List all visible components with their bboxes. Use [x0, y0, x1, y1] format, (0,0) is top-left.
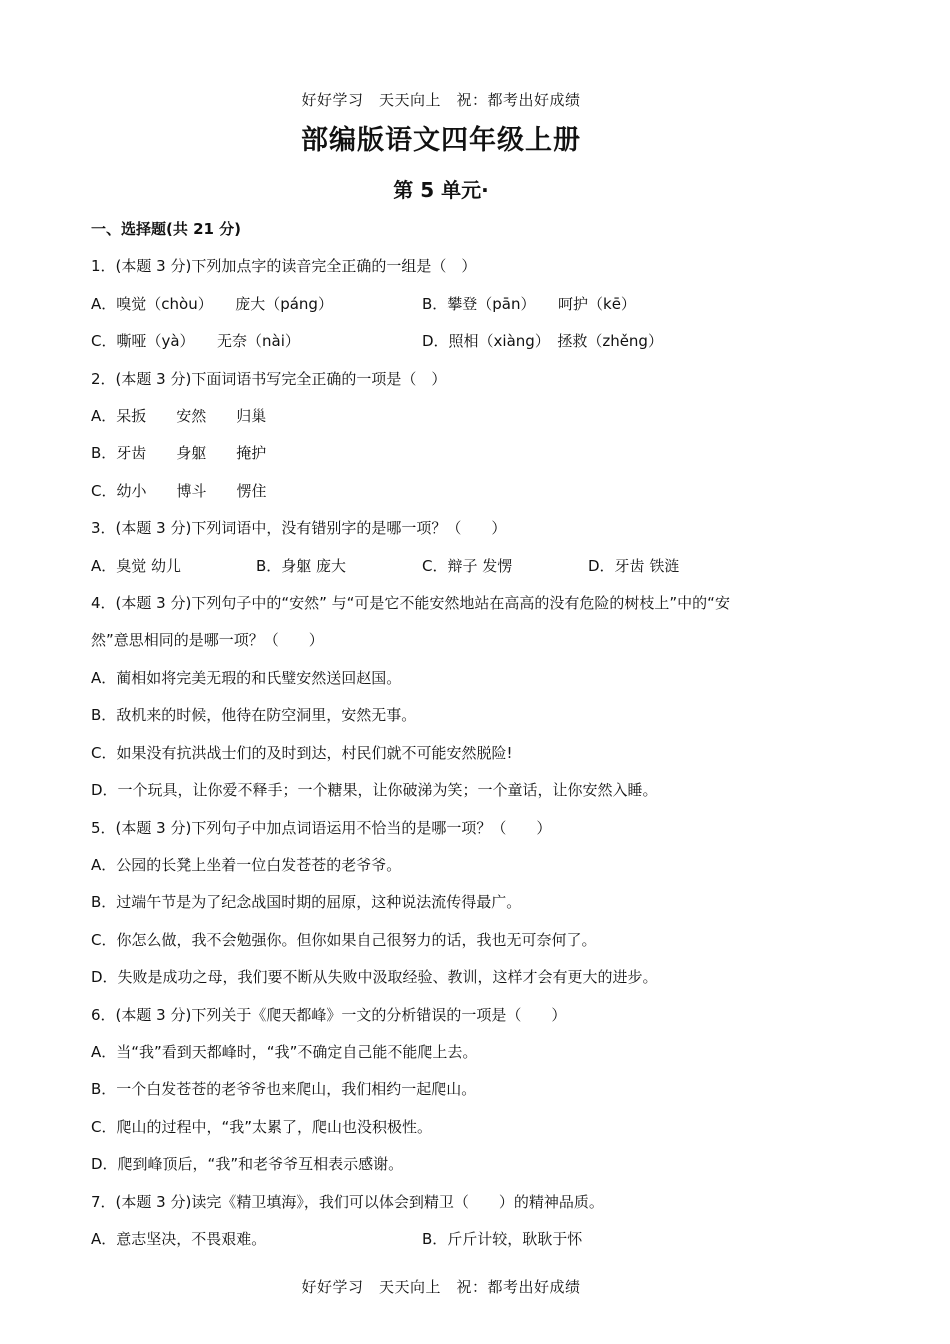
- document-title: 部编版语文四年级上册: [301, 125, 581, 156]
- q4-option-c: C．如果没有抗洪战士们的及时到达，村民们就不可能安然脱险!: [91, 743, 513, 762]
- q3-option-c: C．辩子 发愣: [422, 556, 513, 575]
- q6-option-d: D．爬到峰顶后，“我”和老爷爷互相表示感谢。: [91, 1155, 404, 1174]
- q5-option-a: A．公园的长凳上坐着一位白发苍苍的老爷爷。: [91, 855, 402, 874]
- q1-option-a: A．嗅觉（chòu） 庞大（páng）: [91, 294, 333, 313]
- q6-stem: 6．(本题 3 分)下列关于《爬天都峰》一文的分析错误的一项是（ ）: [91, 1005, 567, 1024]
- q6-option-b: B．一个白发苍苍的老爷爷也来爬山，我们相约一起爬山。: [91, 1080, 477, 1099]
- q1-option-b: B．攀登（pān） 呵护（kē）: [422, 294, 636, 313]
- q3-option-b: B．身躯 庞大: [256, 556, 347, 575]
- q4-option-d: D．一个玩具，让你爱不释手；一个糖果，让你破涕为笑；一个童话，让你安然入睡。: [91, 781, 658, 800]
- q2-option-c: C．幼小 博斗 愣住: [91, 481, 267, 500]
- q1-option-d: D．照相（xiàng） 拯救（zhěng）: [422, 332, 663, 351]
- q1-options-row-2: [91, 323, 811, 360]
- q3-options-row: [91, 548, 811, 585]
- q2-option-b: B．牙齿 身躯 掩护: [91, 444, 267, 463]
- q4-option-a: A．蔺相如将完美无瑕的和氏璧安然送回赵国。: [91, 668, 402, 687]
- q7-option-b: B．斤斤计较，耿耿于怀: [422, 1229, 583, 1248]
- unit-heading: 第 5 单元·: [393, 178, 489, 202]
- page-footer: 好好学习 天天向上 祝：都考出好成绩: [301, 1278, 581, 1296]
- q2-option-a: A．呆扳 安然 归巢: [91, 407, 267, 426]
- q1-options-row-1: [91, 286, 811, 323]
- section-heading: 一、选择题(共 21 分): [91, 220, 242, 238]
- q7-option-a: A．意志坚决，不畏艰难。: [91, 1229, 267, 1248]
- q3-option-d: D．牙齿 铁涟: [588, 556, 680, 575]
- q4-option-b: B．敌机来的时候，他待在防空洞里，安然无事。: [91, 706, 417, 725]
- q7-stem: 7．(本题 3 分)读完《精卫填海》，我们可以体会到精卫（ ）的精神品质。: [91, 1192, 604, 1211]
- q3-option-a: A．臭觉 幼儿: [91, 556, 182, 575]
- q6-option-a: A．当“我”看到天都峰时，“我”不确定自己能不能爬上去。: [91, 1042, 478, 1061]
- question-list: [91, 211, 811, 1258]
- q6-option-c: C．爬山的过程中，“我”太累了，爬山也没积极性。: [91, 1117, 433, 1136]
- q4-stem-line-1: 4．(本题 3 分)下列句子中的“安然” 与“可是它不能安然地站在高高的没有危险的树枝上”中的“安: [91, 594, 730, 613]
- q1-stem: 1．(本题 3 分)下列加点字的读音完全正确的一组是（ ）: [91, 257, 477, 276]
- q5-stem: 5．(本题 3 分)下列句子中加点词语运用不恰当的是哪一项？（ ）: [91, 818, 552, 837]
- q1-option-c: C．嘶哑（yà） 无奈（nài）: [91, 332, 300, 351]
- page-header: 好好学习 天天向上 祝：都考出好成绩: [301, 91, 581, 109]
- q3-stem: 3．(本题 3 分)下列词语中，没有错别字的是哪一项？（ ）: [91, 519, 507, 538]
- q5-option-b: B．过端午节是为了纪念战国时期的屈原，这种说法流传得最广。: [91, 893, 522, 912]
- q4-stem-line-2: 然”意思相同的是哪一项？（ ）: [91, 631, 324, 650]
- q5-option-c: C．你怎么做，我不会勉强你。但你如果自己很努力的话，我也无可奈何了。: [91, 930, 597, 949]
- q5-option-d: D．失败是成功之母，我们要不断从失败中汲取经验、教训，这样才会有更大的进步。: [91, 968, 658, 987]
- q7-options-row: [91, 1221, 811, 1258]
- q2-stem: 2．(本题 3 分)下面词语书写完全正确的一项是（ ）: [91, 369, 447, 388]
